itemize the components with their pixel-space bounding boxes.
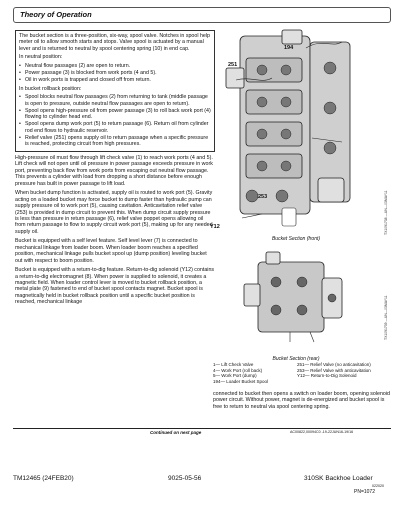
- bucket-section-front-figure: [210, 28, 370, 233]
- rollback-bullet: • Spool opens dump work port (5) to return passage (6). Return oil from cylinder rod end flows to hydraulic reservoir.: [19, 121, 211, 134]
- footer-manual-id: TM12465 (24FEB20): [13, 475, 74, 482]
- rollback-bullet: • Spool blocks neutral flow passages (2) from returning to tank (middle passage is open to pressure, outside neutral flow passages are open to return).: [19, 94, 211, 107]
- legend-item: 4— Work Port (roll back): [213, 367, 263, 373]
- legend-item: 5— Work Port (dump): [213, 373, 257, 379]
- footer-date-code: 022020: [372, 484, 384, 488]
- neutral-heading: In neutral position:: [19, 54, 63, 61]
- main-text-column: [15, 30, 215, 309]
- legend-left-column: [213, 362, 295, 384]
- lift-check-paragraph: High-pressure oil must flow through lift check valve (1) to reach work ports (4 and 5). Lift check will not open until oil pressure in power passage exceeds pressure in work port, preventing back flow from work ports from escaping out neutral flow passage. This prevents a cylinder with load from dropping a short distance before enough pressure has built in power passage to lift load.: [15, 155, 213, 187]
- legend-item: 253— Relief Valve with anticavitation: [297, 367, 371, 373]
- continued-rule: [13, 428, 391, 429]
- reference-code: AC00822,00094C0 -19-22JUN16-19/16: [290, 430, 354, 434]
- legend-item: 194— Loader Bucket Spool: [213, 378, 269, 384]
- intro-paragraph: The bucket section is a three-position, six-way, spool valve. Notches in spool help meter oil to allow smooth starts and stops. Valve spool is actuated by a manual lever and is returned to neutral by spool centering spring (10) in end cap.: [19, 33, 210, 52]
- front-figure-id: TX1091738 —UN—03MAY11: [384, 190, 388, 235]
- bucket-section-rear-figure: [240, 248, 352, 346]
- return-to-dig-continued: [213, 391, 391, 413]
- callout-251: 251: [228, 62, 238, 68]
- rollback-bullet: • Relief valve (251) opens supply oil to return passage when a specific pressure is reached, protecting circuit from high pressures.: [19, 135, 211, 148]
- footer-product-name: 310SK Backhoe Loader: [304, 475, 373, 482]
- valve-rear-illustration: [240, 248, 352, 346]
- page-header: [13, 7, 391, 23]
- neutral-bullet: • Neutral flow passages (2) are open to return.: [19, 63, 211, 69]
- callout-253: 253: [258, 194, 268, 200]
- legend-item: 251— Relief Valve (no anticavitation): [297, 362, 371, 367]
- neutral-list: [19, 63, 211, 83]
- front-figure-caption: Bucket Section (front): [271, 236, 321, 242]
- valve-front-illustration: [222, 28, 370, 233]
- continued-note: Continued on next page: [150, 430, 202, 435]
- footer-page-id: PN=1072: [354, 489, 375, 495]
- legend-item: Y12— Return-to-Dig Solenoid: [297, 373, 357, 379]
- legend-right-column: [297, 362, 393, 379]
- self-level-paragraph: Bucket is equipped with a self level feature. Self level lever (7) is connected to mechanical linkage from loader boom. When loader boom reaches a specified position, mechanical linkage pulls bucket spool up (dump position) leveling bucket out with respect to boom position.: [15, 238, 207, 264]
- rollback-bullet: • Spool opens high-pressure oil from power passage (3) to roll back work port (4) flowing to cylinder head end.: [19, 108, 211, 121]
- return-to-dig-paragraph: Bucket is equipped with a return-to-dig feature. Return-to-dig solenoid (Y12) contains a return-to-dig electromagnet (8). When power is supplied to solenoid, it creates a magnetic field. When loader control lever is moved to bucket rollback position, a metal plate (9) fastened to end of bucket spool contacts magnet. Bucket spool is magnetically held in bucket rollback position until a specific bucket position is reached, mechanical linkage: [15, 267, 215, 306]
- rollback-heading: In bucket rollback position:: [19, 86, 82, 93]
- neutral-bullet: • Oil in work ports is trapped and closed off from return.: [19, 77, 211, 83]
- description-box: [15, 30, 215, 152]
- callout-194: 194: [284, 45, 294, 51]
- rollback-list: [19, 94, 211, 147]
- callout-y12: Y12: [210, 224, 220, 230]
- header-title: Theory of Operation: [20, 10, 92, 19]
- rear-figure-caption: Bucket Section (rear): [272, 356, 320, 362]
- return-to-dig-continued-text: connected to bucket then opens a switch on loader boom, opening solenoid power circuit. Without power, magnet is de-energized and bucket spool is free to return to neutral via spool centering spring.: [213, 391, 390, 410]
- footer-page-number: 9025-05-56: [168, 475, 202, 482]
- dump-paragraph: When bucket dump function is activated, supply oil is routed to work port (5). Gravity acting on a loaded bucket may force bucket to dump faster than hydraulic pump can supply pressure oil to work port (5), causing cavitation. Anticavitation relief valve (253) is provided in dump circuit to prevent this. When dump circuit supply pressure is less than pressure in return passage (6), relief valve poppet opens allowing oil from return passage to flow to supply circuit work port (5), making up for any needed supply oil.: [15, 190, 213, 235]
- legend-item: 1— Lift Check Valve: [213, 362, 254, 367]
- rear-figure-id: TX1091739 —UN—03MAY11: [384, 295, 388, 340]
- neutral-bullet: • Power passage (3) is blocked from work ports (4 and 5).: [19, 70, 211, 76]
